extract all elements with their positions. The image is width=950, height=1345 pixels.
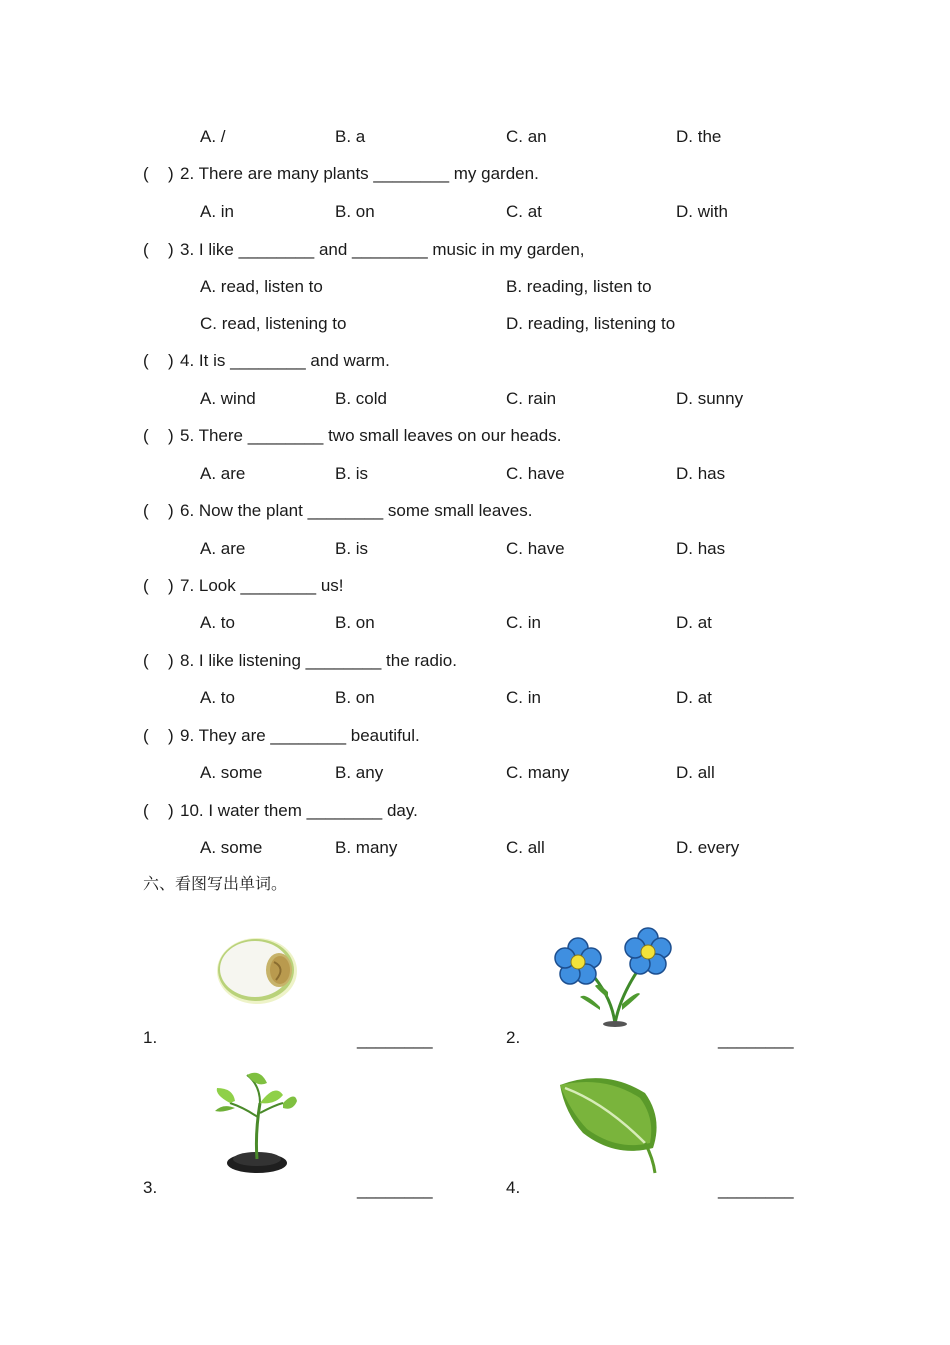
q7-option-b: B. on (335, 613, 375, 632)
question-8-text: 8. I like listening ________ the radio. (180, 651, 457, 670)
q10-option-d: D. every (676, 838, 740, 857)
q6-option-b: B. is (335, 539, 369, 558)
picture-2-number: 2. (506, 1028, 521, 1047)
q1-option-d: D. the (676, 127, 722, 146)
q7-option-d: D. at (676, 613, 712, 632)
q2-option-d: D. with (676, 202, 728, 221)
question-10-text: 10. I water them ________ day. (180, 801, 418, 820)
q2-option-c: C. at (506, 202, 542, 221)
q4-option-d: D. sunny (676, 389, 744, 408)
question-7-text: 7. Look ________ us! (180, 576, 344, 595)
plant-sprout-icon (205, 1063, 305, 1178)
q10-option-b: B. many (335, 838, 398, 857)
picture-2-answer-blank[interactable]: ________ (718, 1030, 794, 1049)
picture-3-number: 3. (143, 1178, 158, 1197)
answer-paren-open: ( (143, 351, 149, 370)
answer-paren-close: ) (168, 651, 174, 670)
q5-option-b: B. is (335, 464, 369, 483)
q5-option-c: C. have (506, 464, 565, 483)
q5-option-a: A. are (200, 464, 246, 483)
answer-paren-open: ( (143, 726, 149, 745)
q3-option-c: C. read, listening to (200, 314, 347, 333)
answer-paren-close: ) (168, 726, 174, 745)
question-2-text: 2. There are many plants ________ my garden. (180, 164, 539, 183)
q8-option-d: D. at (676, 688, 712, 707)
picture-1-number: 1. (143, 1028, 158, 1047)
q9-option-c: C. many (506, 763, 570, 782)
answer-paren-open: ( (143, 240, 149, 259)
q2-option-a: A. in (200, 202, 235, 221)
question-3-text: 3. I like ________ and ________ music in my garden, (180, 240, 585, 259)
q1-option-a: A. / (200, 127, 226, 146)
q4-option-a: A. wind (200, 389, 256, 408)
answer-paren-open: ( (143, 164, 149, 183)
q9-option-d: D. all (676, 763, 715, 782)
answer-paren-close: ) (168, 801, 174, 820)
answer-paren-close: ) (168, 576, 174, 595)
answer-paren-close: ) (168, 501, 174, 520)
q6-option-a: A. are (200, 539, 246, 558)
q8-option-a: A. to (200, 688, 235, 707)
question-4-text: 4. It is ________ and warm. (180, 351, 390, 370)
answer-paren-open: ( (143, 651, 149, 670)
answer-paren-close: ) (168, 240, 174, 259)
q10-option-c: C. all (506, 838, 545, 857)
q9-option-b: B. any (335, 763, 384, 782)
q4-option-c: C. rain (506, 389, 557, 408)
q7-option-c: C. in (506, 613, 541, 632)
answer-paren-close: ) (168, 351, 174, 370)
q10-option-a: A. some (200, 838, 263, 857)
q1-option-b: B. a (335, 127, 366, 146)
question-5-text: 5. There ________ two small leaves on our heads. (180, 426, 562, 445)
q3-option-b: B. reading, listen to (506, 277, 652, 296)
q4-option-b: B. cold (335, 389, 387, 408)
q6-option-c: C. have (506, 539, 565, 558)
picture-1-answer-blank[interactable]: ________ (357, 1030, 433, 1049)
picture-4-answer-blank[interactable]: ________ (718, 1180, 794, 1199)
answer-paren-open: ( (143, 801, 149, 820)
answer-paren-close: ) (168, 164, 174, 183)
section-6-title: 六、看图写出单词。 (143, 874, 288, 893)
seed-icon (176, 910, 336, 1030)
answer-paren-open: ( (143, 576, 149, 595)
leaf-icon (545, 1063, 675, 1178)
answer-paren-close: ) (168, 426, 174, 445)
answer-paren-open: ( (143, 426, 149, 445)
q1-option-c: C. an (506, 127, 547, 146)
flower-icon (540, 912, 690, 1032)
q7-option-a: A. to (200, 613, 235, 632)
question-9-text: 9. They are ________ beautiful. (180, 726, 420, 745)
q8-option-b: B. on (335, 688, 375, 707)
q2-option-b: B. on (335, 202, 375, 221)
q6-option-d: D. has (676, 539, 726, 558)
picture-3-answer-blank[interactable]: ________ (357, 1180, 433, 1199)
answer-paren-open: ( (143, 501, 149, 520)
picture-4-number: 4. (506, 1178, 521, 1197)
q9-option-a: A. some (200, 763, 263, 782)
q3-option-a: A. read, listen to (200, 277, 323, 296)
q8-option-c: C. in (506, 688, 541, 707)
q3-option-d: D. reading, listening to (506, 314, 676, 333)
question-6-text: 6. Now the plant ________ some small leaves. (180, 501, 533, 520)
q5-option-d: D. has (676, 464, 726, 483)
